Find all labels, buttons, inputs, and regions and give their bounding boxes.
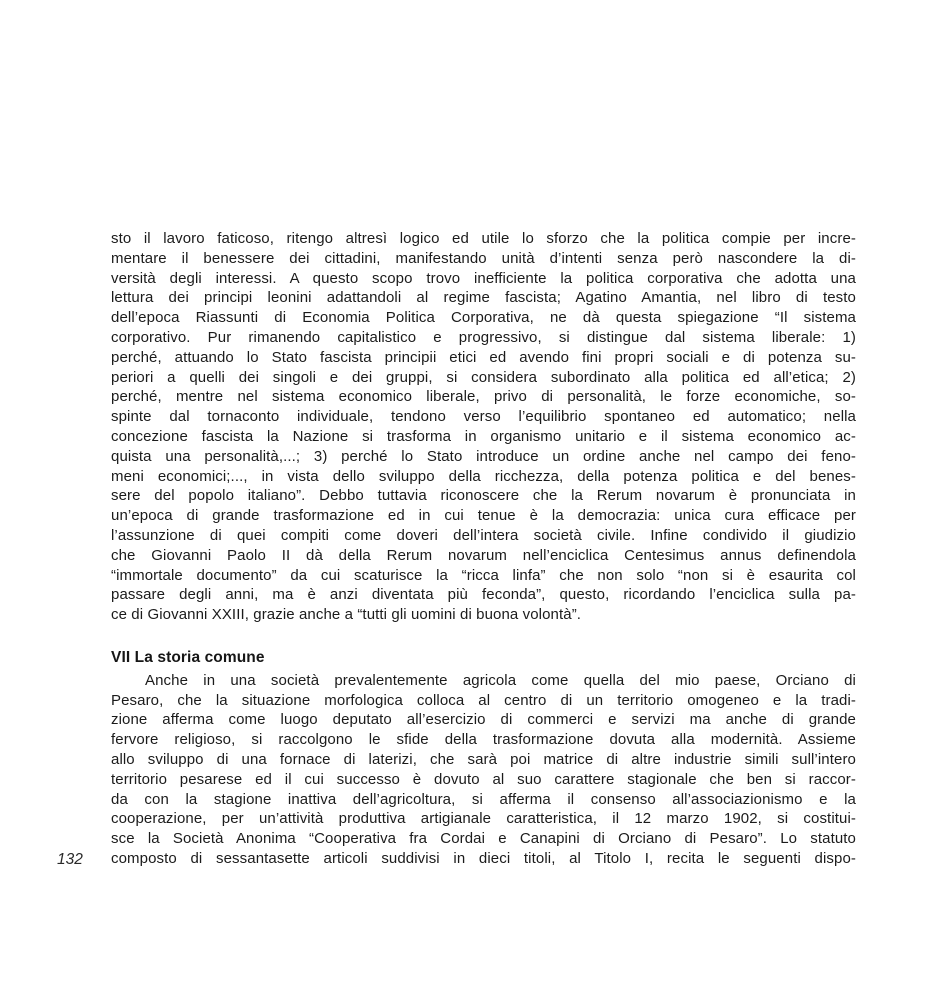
text-line: corporativo. Pur rimanendo capitalistico e progressivo, si distingue dal sistema liberale: 1) (111, 328, 856, 346)
text-line: perché, attuando lo Stato fascista principii etici ed avendo fini propri sociali e di potenza su- (111, 348, 856, 366)
text-line: perché, mentre nel sistema economico liberale, privo di personalità, le forze economiche, so- (111, 388, 856, 406)
paragraph-continuation (111, 229, 856, 625)
page-number: 132 (57, 851, 83, 868)
text-line: Anche in una società prevalentemente agricola come quella del mio paese, Orciano di (145, 671, 856, 689)
section-heading: VII La storia comune (111, 648, 265, 666)
text-line: quista una personalità,...; 3) perché lo Stato introduce un ordine anche nel campo dei feno- (111, 447, 856, 465)
text-line: versità degli interessi. A questo scopo trovo inefficiente la politica corporativa che adotta una (111, 269, 856, 287)
text-line: che Giovanni Paolo II dà della Rerum novarum nell’enciclica Centesimus annus definendola (111, 546, 856, 564)
text-line: cooperazione, per un’attività produttiva artigianale caratteristica, il 12 marzo 1902, si costitui- (111, 810, 856, 828)
text-line: sce la Società Anonima “Cooperativa fra Cordai e Canapini di Orciano di Pesaro”. Lo statuto (111, 830, 856, 848)
text-line: Pesaro, che la situazione morfologica colloca al centro di un territorio omogeneo e la tradi- (111, 691, 856, 709)
text-block (111, 229, 856, 869)
text-line: composto di sessantasette articoli suddivisi in dieci titoli, al Titolo I, recita le seguenti dispo- (111, 849, 856, 867)
text-line: fervore religioso, si raccolgono le sfide della trasformazione dovuta alla modernità. Assieme (111, 731, 856, 749)
text-line: lettura dei principi leonini adattandoli al regime fascista; Agatino Amantia, nel libro di testo (111, 289, 856, 307)
text-line: mentare il benessere dei cittadini, manifestando unità d’intenti senza però nascondere la di- (111, 249, 856, 267)
text-line: ce di Giovanni XXIII, grazie anche a “tutti gli uomini di buona volontà”. (111, 606, 582, 624)
text-line: sto il lavoro faticoso, ritengo altresì logico ed utile lo sforzo che la politica compie per incre- (111, 230, 856, 247)
paragraph-body (111, 671, 856, 869)
text-line: passare degli anni, ma è anzi diventata più feconda”, questo, ricordando l’enciclica sulla pa- (111, 586, 856, 604)
text-line: allo sviluppo di una fornace di laterizi, che sarà poi matrice di altre industrie simili sull’intero (111, 750, 856, 768)
text-line: zione afferma come luogo deputato all’esercizio di commerci e servizi ma anche di grande (111, 711, 856, 729)
text-line: da con la stagione inattiva dell’agricoltura, si afferma il consenso all’associazionismo e la (111, 790, 856, 808)
text-line: concezione fascista la Nazione si trasforma in organismo unitario e il sistema economico ac- (111, 427, 856, 445)
text-line: spinte dal tornaconto individuale, tendono verso l’equilibrio spontaneo ed automatico; nella (111, 408, 856, 426)
text-line: l’assunzione di quei compiti come doveri dell’intera società civile. Infine condivido il giudizio (111, 526, 856, 544)
text-line: sere del popolo italiano”. Debbo tuttavia riconoscere che la Rerum novarum è pronunciata in (111, 487, 856, 505)
text-line: periori a quelli dei singoli e dei gruppi, si considera subordinato alla politica ed all’etica; 2) (111, 368, 856, 386)
text-line: dell’epoca Riassunti di Economia Politica Corporativa, ne dà questa spiegazione “Il sistema (111, 309, 856, 327)
text-line: un’epoca di grande trasformazione ed in cui tenue è la democrazia: unica cura efficace per (111, 507, 856, 525)
text-line: meni economici;..., in vista dello sviluppo della ricchezza, della potenza politica e del benes- (111, 467, 856, 485)
text-line: “immortale documento” da cui scaturisce la “ricca linfa” che non solo “non si è esaurita col (111, 566, 856, 584)
text-line: territorio pesarese ed il cui successo è dovuto al suo carattere stagionale che ben si raccor- (111, 770, 856, 788)
